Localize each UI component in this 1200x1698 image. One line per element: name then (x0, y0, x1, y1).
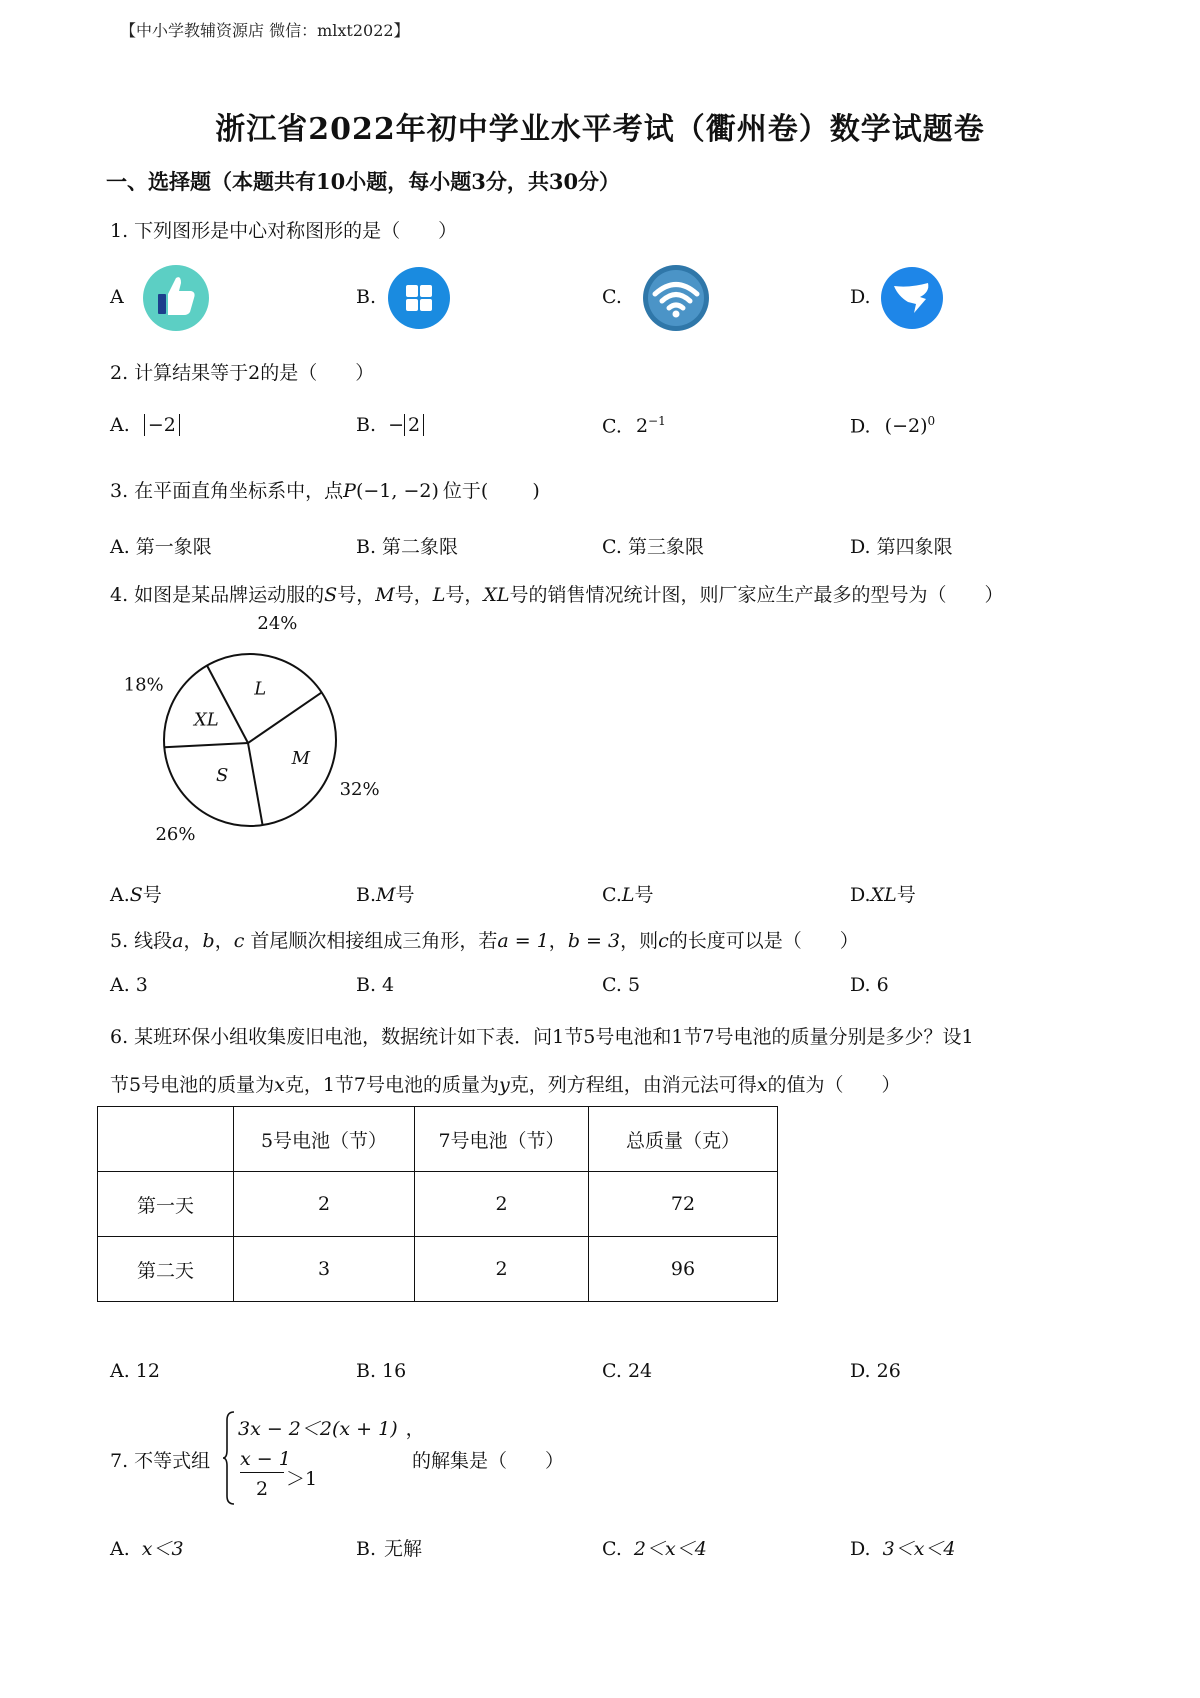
q5-var-c: c (233, 930, 245, 952)
q4-option-d (850, 880, 916, 907)
q2-option-d-label: D. (850, 415, 871, 438)
table-cell: 2 (415, 1172, 589, 1237)
q3-option-a: A. 第一象限 (110, 536, 212, 558)
q5-option-b: B. 4 (356, 974, 395, 996)
q3-coords: (−1, −2) (355, 480, 439, 502)
question-6-line-2 (110, 1070, 900, 1097)
q2-option-b-expr: 2 (404, 414, 424, 436)
pie-slice-boundary (248, 743, 263, 825)
q5-eq-1: a = 1 (497, 930, 549, 952)
q4-option-c (602, 880, 654, 907)
q7-option-c-label: C. (602, 1538, 622, 1560)
q7-fraction-denominator: 2 (255, 1478, 269, 1500)
q7-numerator: x − 1 (240, 1448, 291, 1470)
q4-option-b (356, 880, 415, 907)
q2-option-b-prefix: − (388, 414, 404, 436)
q5-text-b: 首尾顺次相接组成三角形，若 (250, 930, 498, 952)
q4-option-a (110, 880, 162, 907)
table-header-row (98, 1107, 778, 1172)
q4-option-c-suffix: 号 (634, 884, 654, 906)
q6-var-x2: x (756, 1074, 768, 1096)
q7-option-b (356, 1534, 422, 1561)
q6-text-c: 克，列方程组，由消元法可得 (509, 1074, 757, 1096)
question-3-text (110, 476, 540, 503)
q1-option-b-label: B. (356, 286, 377, 308)
q2-option-d (850, 414, 935, 437)
q3-option-c: C. 第三象限 (602, 536, 704, 558)
q4-option-a-suffix: 号 (142, 884, 162, 906)
q4-size-m: M (375, 584, 395, 606)
pie-slice-boundary (207, 666, 248, 743)
q1-option-a-label: A (110, 286, 124, 308)
q4-option-b-suffix: 号 (395, 884, 415, 906)
watermark: 【中小学教辅资源店 微信：mlxt2022】 (120, 21, 410, 40)
question-1-text: 1. 下列图形是中心对称图形的是（ ） (110, 220, 458, 242)
q6-option-a: A. 12 (110, 1360, 160, 1382)
q3-text-post: 位于( ) (442, 480, 540, 502)
q5-comma-3: ， (548, 930, 568, 952)
q6-text-a: 节5号电池的质量为 (110, 1074, 275, 1096)
q6-text-b: 克，1节7号电池的质量为 (284, 1074, 499, 1096)
pie-outline (164, 654, 336, 826)
q4-option-a-prefix: A. (110, 884, 130, 906)
pie-slice-label: S (216, 765, 229, 787)
table-cell: 第一天 (98, 1172, 234, 1237)
q4-size-l: L (432, 584, 446, 606)
q4-text-a: 4. 如图是某品牌运动服的 (110, 584, 325, 606)
q1-option-d-label: D. (850, 286, 871, 308)
q6-option-c: C. 24 (602, 1360, 653, 1382)
q5-eq-2: b = 3 (567, 930, 621, 952)
q7-option-d (850, 1534, 956, 1561)
q7-option-b-label: B. (356, 1538, 377, 1560)
dingtalk-icon (880, 266, 944, 330)
q4-option-a-size: S (129, 884, 143, 906)
q4-option-c-prefix: C. (602, 884, 622, 906)
pie-slice-label: XL (193, 709, 219, 731)
q7-fraction-numerator (240, 1448, 291, 1470)
q7-option-c-value: 2＜x＜4 (633, 1538, 707, 1560)
q7-option-a-value: x＜3 (141, 1538, 184, 1560)
q3-option-b: B. 第二象限 (356, 536, 459, 558)
windows-logo-icon (387, 266, 451, 330)
q5-comma-2: ， (214, 930, 234, 952)
q7-option-a-label: A. (110, 1538, 130, 1560)
q5-var-c2: c (658, 930, 669, 952)
q3-option-d: D. 第四象限 (850, 536, 953, 558)
wifi-icon (641, 263, 711, 333)
q2-option-d-base: (−2) (884, 415, 928, 438)
q6-option-b: B. 16 (356, 1360, 407, 1382)
q4-size-s: S (324, 584, 338, 606)
q5-option-a: A. 3 (110, 974, 148, 996)
page-title: 浙江省2022年初中学业水平考试（衢州卷）数学试题卷 (215, 112, 985, 147)
table-header-cell: 5号电池（节） (234, 1107, 415, 1172)
q5-text-d: 的长度可以是（ ） (668, 930, 859, 952)
q4-sep-3: 号， (445, 584, 484, 606)
q4-option-d-prefix: D. (850, 884, 871, 906)
q2-option-c (602, 414, 666, 437)
pie-value-label: 26% (155, 824, 196, 846)
table-cell: 第二天 (98, 1237, 234, 1302)
q6-text-d: 的值为（ ） (767, 1074, 901, 1096)
q6-var-x: x (274, 1074, 285, 1096)
pie-slice-label: M (291, 748, 311, 770)
q7-prefix: 7. 不等式组 (110, 1450, 211, 1472)
pie-slice-boundary (248, 692, 322, 743)
q5-text-c: ，则 (620, 930, 659, 952)
q2-option-c-base: 2 (635, 415, 649, 438)
q5-option-c: C. 5 (602, 974, 641, 996)
q2-option-c-label: C. (602, 415, 622, 438)
q2-option-b-label: B. (356, 414, 377, 436)
question-6-line-1: 6. 某班环保小组收集废旧电池，数据统计如下表．问1节5号电池和1节7号电池的质量分别是多少？设1 (110, 1026, 974, 1048)
q2-option-c-exp: −1 (648, 414, 666, 428)
q7-comma: ， (405, 1418, 425, 1440)
question-2-text: 2. 计算结果等于2的是（ ） (110, 362, 375, 384)
table-header-cell: 总质量（克） (589, 1107, 778, 1172)
q7-suffix: 的解集是（ ） (412, 1450, 565, 1472)
q5-comma-1: ， (183, 930, 203, 952)
q4-option-c-size: L (621, 884, 635, 906)
q2-option-a (110, 414, 180, 436)
q2-option-d-exp: 0 (927, 414, 936, 428)
q6-option-d: D. 26 (850, 1360, 901, 1382)
q4-option-d-size: XL (870, 884, 897, 906)
q5-var-a: a (172, 930, 184, 952)
q7-option-b-value: 无解 (384, 1538, 423, 1560)
q4-sep-1: 号， (337, 584, 376, 606)
q3-point: P (343, 480, 356, 502)
q7-inequality-1 (238, 1414, 425, 1441)
q2-option-a-label: A. (110, 414, 130, 436)
q6-var-y: y (499, 1074, 510, 1096)
q2-option-b (356, 414, 424, 436)
q7-option-c (602, 1534, 707, 1561)
table-row (98, 1237, 778, 1302)
table-cell: 72 (589, 1172, 778, 1237)
q4-option-b-prefix: B. (356, 884, 377, 906)
q7-option-d-value: 3＜x＜4 (882, 1538, 956, 1560)
table-cell: 96 (589, 1237, 778, 1302)
q3-text-pre: 3. 在平面直角坐标系中，点 (110, 480, 344, 502)
battery-table (97, 1106, 778, 1302)
pie-value-label: 18% (123, 674, 164, 696)
q7-fraction-bar (240, 1472, 284, 1473)
q4-sep-2: 号， (394, 584, 433, 606)
system-brace (222, 1410, 236, 1506)
q5-option-d: D. 6 (850, 974, 889, 996)
q4-text-b: 号的销售情况统计图，则厂家应生产最多的型号为（ ） (509, 584, 1004, 606)
pie-chart (110, 616, 410, 856)
pie-slice-boundary (164, 743, 248, 747)
thumbs-up-icon (141, 263, 211, 333)
q4-option-b-size: M (376, 884, 396, 906)
pie-value-label: 32% (339, 778, 380, 800)
table-header-cell (98, 1107, 234, 1172)
section-heading: 一、选择题（本题共有10小题，每小题3分，共30分） (106, 169, 621, 194)
table-row (98, 1172, 778, 1237)
question-4-text (110, 580, 1004, 607)
q4-option-d-suffix: 号 (896, 884, 916, 906)
q7-ineq-1: 3x − 2＜2(x + 1) (238, 1418, 398, 1440)
q7-option-a (110, 1534, 184, 1561)
pie-slice-label: L (254, 678, 267, 700)
question-5-text (110, 926, 859, 953)
table-header-cell: 7号电池（节） (415, 1107, 589, 1172)
table-cell: 2 (234, 1172, 415, 1237)
q7-gt-one: ＞1 (286, 1468, 318, 1490)
q7-option-d-label: D. (850, 1538, 871, 1560)
table-cell: 2 (415, 1237, 589, 1302)
q5-var-b: b (202, 930, 215, 952)
table-cell: 3 (234, 1237, 415, 1302)
pie-value-label: 24% (257, 616, 298, 635)
q5-text-a: 5. 线段 (110, 930, 173, 952)
q2-option-a-expr: −2 (144, 414, 180, 436)
q1-option-c-label: C. (602, 286, 622, 308)
q4-size-xl: XL (483, 584, 510, 606)
